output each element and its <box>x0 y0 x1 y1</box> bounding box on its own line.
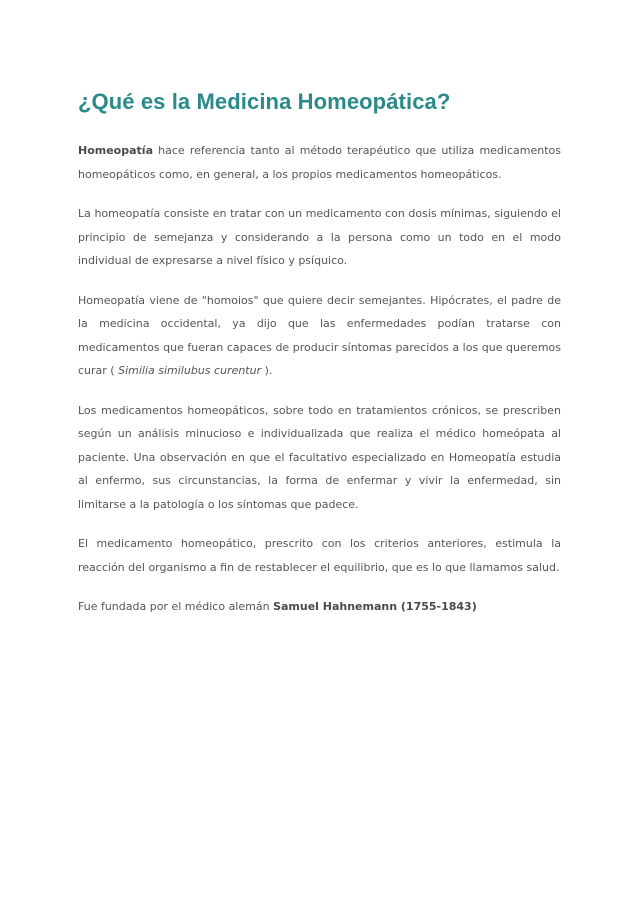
paragraph-effect <box>78 532 561 579</box>
paragraph-prescription <box>78 399 561 517</box>
principle-text: La homeopatía consiste en tratar con un medicamento con dosis mínimas, siguiendo el principio de semejanza y considerando a la persona como un todo en el modo individual de expresarse a nivel físico y psíquico. <box>78 207 561 267</box>
etymology-closing: ). <box>261 364 273 377</box>
definition-text: hace referencia tanto al método terapéutico que utiliza medicamentos homeopáticos como, en general, a los propios medicamentos homeopáticos. <box>78 144 561 181</box>
founder-name: Samuel Hahnemann (1755-1843) <box>273 600 477 613</box>
effect-text: El medicamento homeopático, prescrito con los criterios anteriores, estimula la reacción del organismo a fin de restablecer el equilibrio, que es lo que llamamos salud. <box>78 537 561 574</box>
article <box>78 88 561 619</box>
prescription-text: Los medicamentos homeopáticos, sobre todo en tratamientos crónicos, se prescriben según un análisis minucioso e individualizada que realiza el médico homeópata al paciente. Una observación en que el facultativo especializado en Homeopatía estudia al enfermo, sus circunstancias, la forma de enfermar y vivir la enfermedad, sin limitarse a la patología o los síntomas que padece. <box>78 403 561 511</box>
paragraph-founder <box>78 595 561 619</box>
latin-phrase: Similia similubus curentur <box>118 364 262 377</box>
paragraph-etymology <box>78 289 561 383</box>
etymology-text: Homeopatía viene de "homoios" que quiere decir semejantes. Hipócrates, el padre de la medicina occidental, ya dijo que las enfermedades podían tratarse con medicamentos que fueran capaces de producir síntomas parecidos a los que queremos curar ( <box>78 293 561 377</box>
page-title: ¿Qué es la Medicina Homeopática? <box>78 89 451 114</box>
term-homeopatia: Homeopatía <box>78 144 153 157</box>
founder-intro: Fue fundada por el médico alemán <box>78 600 274 613</box>
paragraph-principle <box>78 202 561 273</box>
paragraph-definition <box>78 139 561 186</box>
